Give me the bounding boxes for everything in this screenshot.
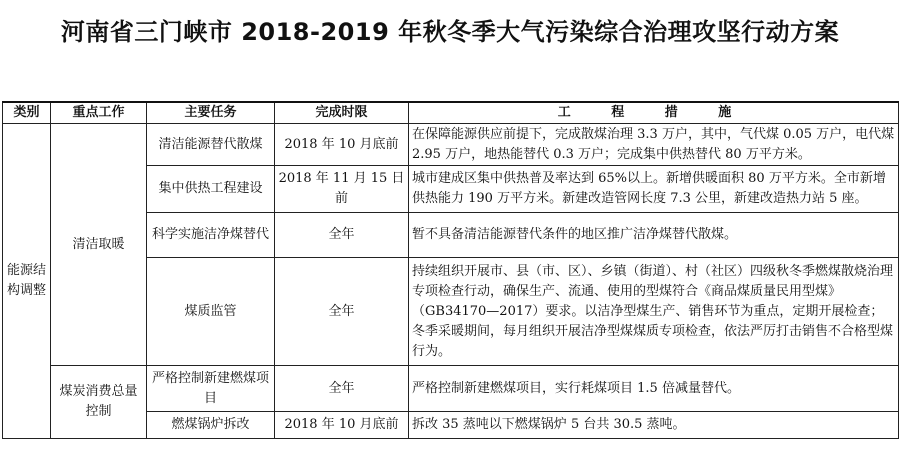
- measure-cell: 严格控制新建燃煤项目，实行耗煤项目 1.5 倍减量替代。: [409, 366, 899, 412]
- header-category: 类别: [3, 102, 51, 124]
- deadline-cell: 2018 年 10 月底前: [275, 124, 409, 166]
- deadline-cell: 2018 年 11 月 15 日前: [275, 166, 409, 213]
- header-measures: 工 程 措 施: [409, 102, 899, 124]
- measure-cell: 在保障能源供应前提下，完成散煤治理 3.3 万户，其中，气代煤 0.05 万户，电代煤 2.95 万户，地热能替代 0.3 万户；完成集中供热替代 80 万平方米。: [409, 124, 899, 166]
- measure-cell: 暂不具备清洁能源替代条件的地区推广洁净煤替代散煤。: [409, 213, 899, 258]
- deadline-cell: 全年: [275, 213, 409, 258]
- measure-cell: 拆改 35 蒸吨以下燃煤锅炉 5 台共 30.5 蒸吨。: [409, 412, 899, 439]
- header-deadline: 完成时限: [275, 102, 409, 124]
- deadline-cell: 全年: [275, 258, 409, 366]
- key-work-cell: 清洁取暖: [51, 124, 147, 366]
- deadline-cell: 全年: [275, 366, 409, 412]
- header-main-task: 主要任务: [147, 102, 275, 124]
- category-cell: 能源结构调整: [3, 124, 51, 439]
- deadline-cell: 2018 年 10 月底前: [275, 412, 409, 439]
- task-cell: 燃煤锅炉拆改: [147, 412, 275, 439]
- table-header-row: [3, 102, 899, 124]
- action-plan-table: [2, 101, 899, 439]
- task-cell: 煤质监管: [147, 258, 275, 366]
- task-cell: 清洁能源替代散煤: [147, 124, 275, 166]
- table-row: [3, 124, 899, 166]
- task-cell: 科学实施洁净煤替代: [147, 213, 275, 258]
- measure-cell: 城市建成区集中供热普及率达到 65%以上。新增供暖面积 80 万平方米。全市新增供热能力 190 万平方米。新建改造管网长度 7.3 公里，新建改造热力站 5 座。: [409, 166, 899, 213]
- task-cell: 集中供热工程建设: [147, 166, 275, 213]
- page-title: 河南省三门峡市 2018-2019 年秋冬季大气污染综合治理攻坚行动方案: [60, 18, 840, 46]
- header-key-work: 重点工作: [51, 102, 147, 124]
- table-row: [3, 366, 899, 412]
- measure-cell: 持续组织开展市、县（市、区）、乡镇（街道）、村（社区）四级秋冬季燃煤散烧治理专项检查行动，确保生产、流通、使用的型煤符合《商品煤质量民用型煤》（GB34170—2017）要求。以洁净型煤生产、销售环节为重点，定期开展检查；冬季采暖期间，每月组织开展洁净型煤煤质专项检查，依法严厉打击销售不合格型煤行为。: [409, 258, 899, 366]
- task-cell: 严格控制新建燃煤项目: [147, 366, 275, 412]
- key-work-cell: 煤炭消费总量控制: [51, 366, 147, 439]
